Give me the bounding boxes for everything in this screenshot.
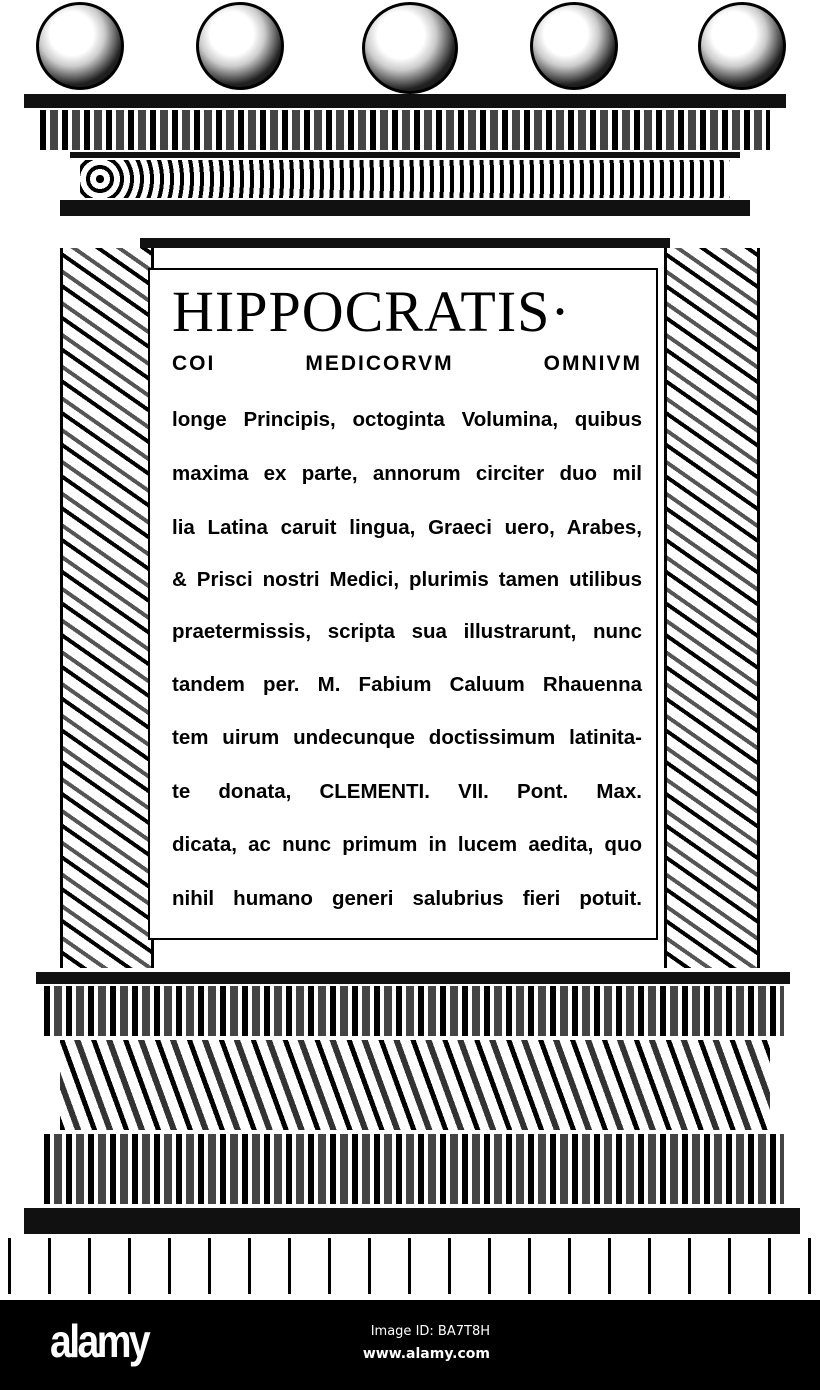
- finial-ball: [362, 2, 458, 94]
- text-line: nihil humano generi salubrius fieri potuit.: [172, 887, 642, 910]
- left-column: [60, 248, 154, 968]
- garland-frieze: [80, 160, 730, 198]
- right-column: [664, 248, 760, 968]
- plinth: [24, 1208, 800, 1234]
- text-line: dicata, ac nunc primum in lucem aedita, quo: [172, 833, 642, 856]
- watermark-url: www.alamy.com: [362, 1346, 490, 1362]
- text-line: maxima ex parte, annorum circiter duo mil: [172, 462, 642, 485]
- finial-ball: [698, 2, 786, 90]
- text-line: tandem per. M. Fabium Caluum Rhauenna: [172, 673, 642, 696]
- text-line: & Prisci nostri Medici, plurimis tamen utilibus: [172, 568, 642, 591]
- plinth-molding: [44, 1134, 784, 1204]
- finial-ball: [530, 2, 618, 90]
- cornice: [24, 94, 786, 108]
- lintel: [140, 238, 670, 248]
- page-title: HIPPOCRATIS·: [172, 279, 571, 344]
- watermark-footer: [0, 1300, 820, 1390]
- text-panel: [148, 268, 658, 940]
- text-line: praetermissis, scripta sua illustrarunt, nunc: [172, 620, 642, 643]
- alamy-logo: alamy: [50, 1315, 149, 1367]
- text-line: COI MEDICORVM OMNIVM: [172, 352, 642, 375]
- base-molding: [44, 986, 784, 1036]
- image-id: Image ID: BA7T8H: [370, 1324, 490, 1339]
- cornice-molding: [70, 152, 740, 158]
- architrave: [60, 200, 750, 216]
- text-line: lia Latina caruit lingua, Graeci uero, Arabes,: [172, 516, 642, 539]
- text-line: longe Principis, octoginta Volumina, quibus: [172, 408, 642, 431]
- base-cornice: [36, 972, 790, 984]
- finial-ball: [196, 2, 284, 90]
- finial-ball: [36, 2, 124, 90]
- base-step: [8, 1238, 812, 1294]
- cornice-frieze: [40, 110, 770, 150]
- relief-frieze: [60, 1040, 770, 1130]
- text-line: te donata, CLEMENTI. VII. Pont. Max.: [172, 780, 642, 803]
- text-line: tem uirum undecunque doctissimum latinita-: [172, 726, 642, 749]
